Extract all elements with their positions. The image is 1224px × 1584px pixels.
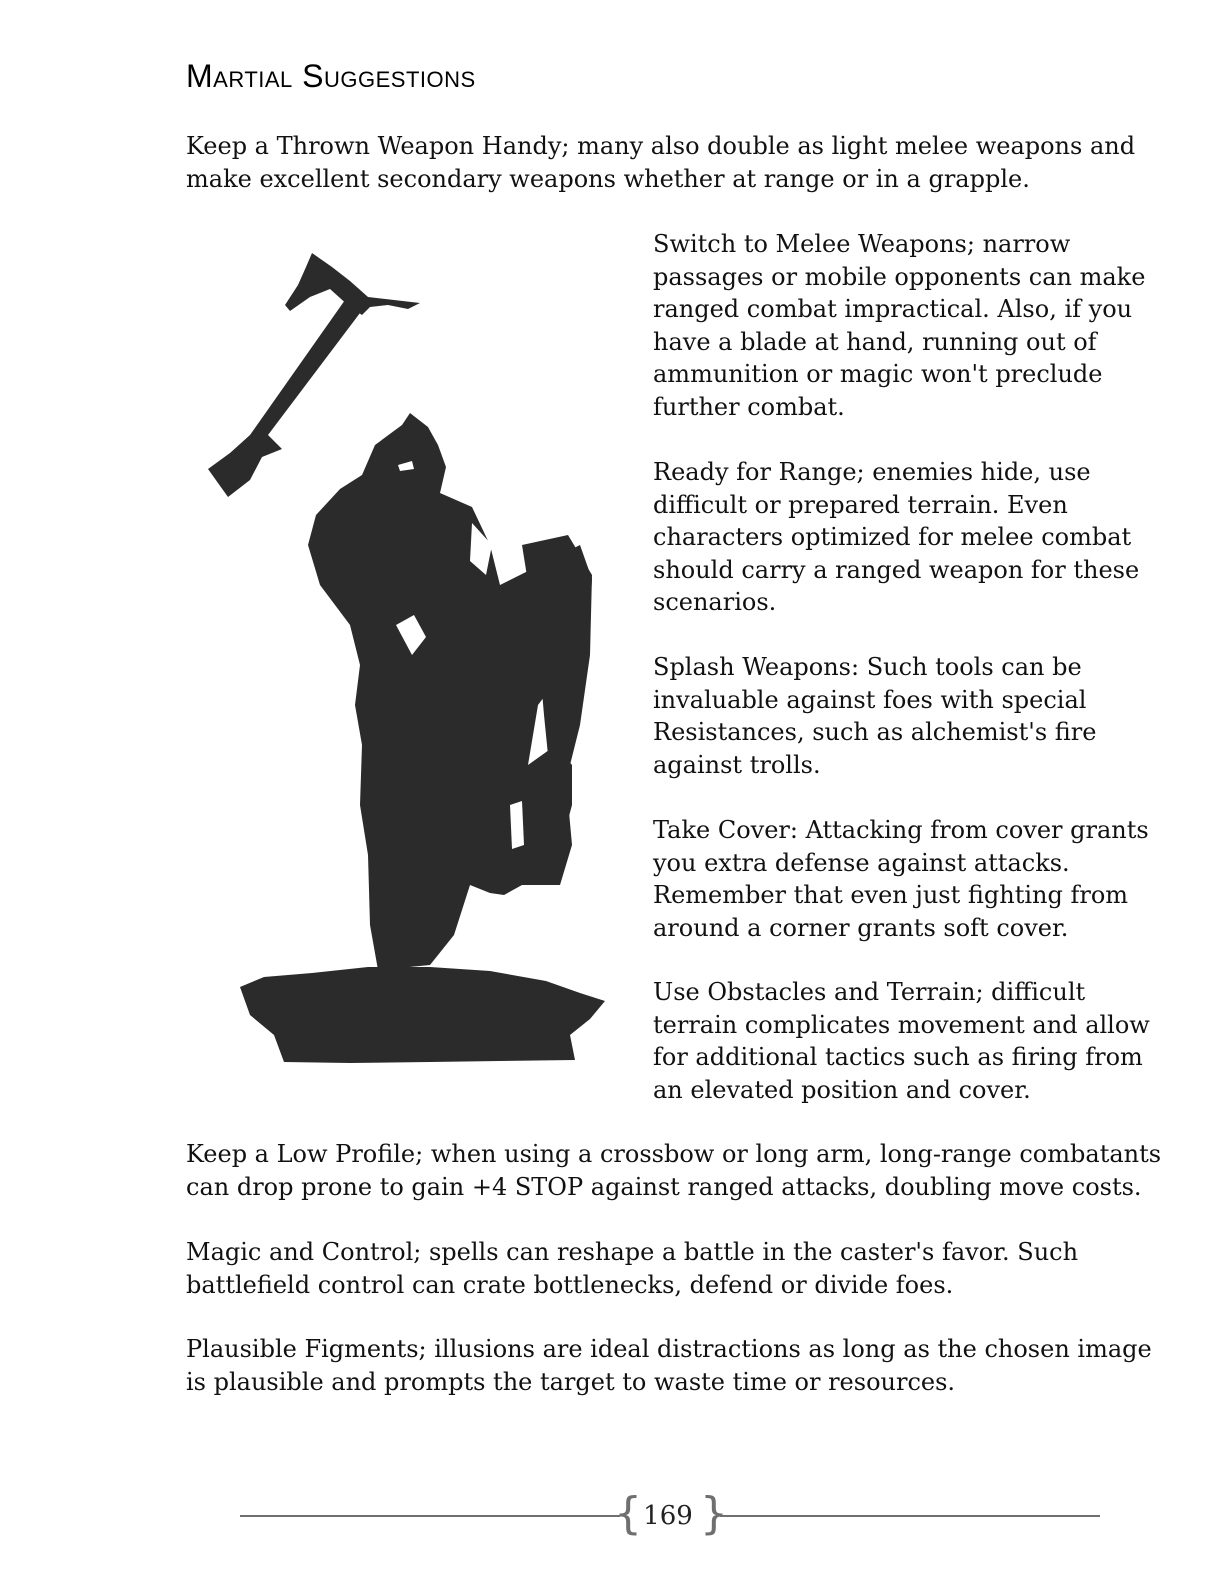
warrior-silhouette-icon: [208, 253, 605, 1063]
section-heading: Martial Suggestions: [186, 58, 476, 94]
footer-rule-left: [240, 1515, 620, 1517]
bottom-paragraph-magic: Magic and Control; spells can reshape a battle in the caster's favor. Such battlefield control can crate bottlenecks, defend or divide foes.: [186, 1238, 1079, 1299]
footer-bracket-left: {: [614, 1488, 642, 1539]
side-paragraph-splash: Splash Weapons: Such tools can be invaluable against foes with special Resistances, such as alchemist's fire against trolls.: [653, 653, 1097, 779]
footer-bracket-right: }: [700, 1488, 728, 1539]
bottom-paragraph-figments: Plausible Figments; illusions are ideal distractions as long as the chosen image is plausible and prompts the target to waste time or resources.: [186, 1335, 1152, 1396]
side-paragraph-range: Ready for Range; enemies hide, use difficult or prepared terrain. Even characters optimized for melee combat should carry a ranged weapon for these scenarios.: [653, 458, 1140, 616]
intro-paragraph: Keep a Thrown Weapon Handy; many also double as light melee weapons and make excellent secondary weapons whether at range or in a grapple.: [186, 132, 1136, 193]
side-paragraph-melee: Switch to Melee Weapons; narrow passages or mobile opponents can make ranged combat impractical. Also, if you have a blade at hand, running out of ammunition or magic won't preclude further combat.: [653, 230, 1146, 421]
warrior-silhouette-illustration: [200, 245, 625, 1075]
bottom-paragraph-low-profile: Keep a Low Profile; when using a crossbow or long arm, long-range combatants can drop prone to gain +4 STOP against ranged attacks, doubling move costs.: [186, 1140, 1162, 1201]
side-paragraph-cover: Take Cover: Attacking from cover grants you extra defense against attacks. Remember that even just fighting from around a corner grants soft cover.: [653, 816, 1149, 942]
footer-rule-right: [720, 1515, 1100, 1517]
page-number: 169: [643, 1501, 693, 1531]
side-paragraph-terrain: Use Obstacles and Terrain; difficult terrain complicates movement and allow for additional tactics such as firing from an elevated position and cover.: [653, 978, 1150, 1104]
